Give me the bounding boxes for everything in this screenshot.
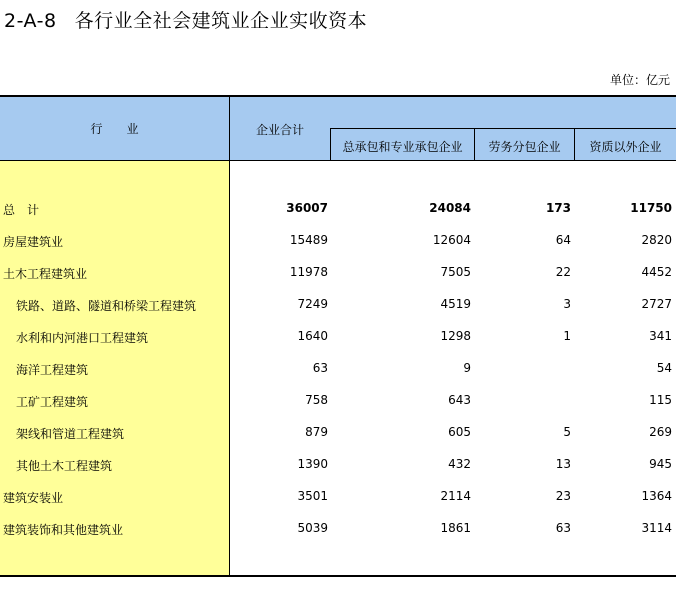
table-title: 各行业全社会建筑业企业实收资本: [74, 10, 368, 32]
labor-value: 13: [555, 457, 571, 471]
contract-value: 4519: [440, 297, 471, 311]
table-row: [0, 233, 676, 253]
contract-value: 7505: [440, 265, 471, 279]
row-label: 水利和内河港口工程建筑: [16, 331, 149, 345]
header-unqualified-enterprises: 资质以外企业: [589, 140, 662, 154]
contract-value: 2114: [440, 489, 471, 503]
labor-value: 173: [545, 201, 571, 215]
contract-value: 1298: [440, 329, 471, 343]
bottom-rule: [0, 575, 676, 577]
table-row: [0, 489, 676, 509]
header-bottom-rule: [0, 160, 676, 161]
unqualified-value: 1364: [641, 489, 672, 503]
header-total: 企业合计: [255, 123, 304, 137]
row-label: 铁路、道路、隧道和桥梁工程建筑: [16, 299, 197, 313]
contract-value: 12604: [432, 233, 471, 247]
contract-value: 1861: [440, 521, 471, 535]
total-value: 879: [305, 425, 328, 439]
table-row: [0, 201, 676, 221]
unqualified-value: 945: [649, 457, 672, 471]
contract-value: 24084: [429, 201, 471, 215]
header-labor-subcontract: 劳务分包企业: [488, 140, 561, 154]
table-row: [0, 393, 676, 413]
total-value: 36007: [286, 201, 328, 215]
row-label: 海洋工程建筑: [16, 363, 89, 377]
total-value: 1640: [297, 329, 328, 343]
total-value: 5039: [297, 521, 328, 535]
total-value: 63: [312, 361, 328, 375]
row-label: 其他土木工程建筑: [16, 459, 113, 473]
labor-value: 23: [555, 489, 571, 503]
labor-value: 64: [555, 233, 571, 247]
unqualified-value: 54: [656, 361, 672, 375]
contract-value: 9: [463, 361, 471, 375]
unqualified-value: 341: [649, 329, 672, 343]
table-row: [0, 265, 676, 285]
row-label: 总 计: [3, 203, 40, 217]
table-row: [0, 329, 676, 349]
row-label: 土木工程建筑业: [3, 267, 88, 281]
labor-value: 63: [555, 521, 571, 535]
table-row: [0, 425, 676, 445]
row-label: 工矿工程建筑: [16, 395, 89, 409]
total-value: 7249: [297, 297, 328, 311]
table-code: 2-A-8: [4, 10, 57, 32]
total-value: 15489: [289, 233, 328, 247]
row-label: 建筑装饰和其他建筑业: [3, 523, 124, 537]
unqualified-value: 11750: [630, 201, 672, 215]
total-value: 11978: [289, 265, 328, 279]
total-value: 3501: [297, 489, 328, 503]
table-row: [0, 297, 676, 317]
table-row: [0, 361, 676, 381]
row-label: 房屋建筑业: [3, 235, 64, 249]
total-value: 1390: [297, 457, 328, 471]
header-industry: 行 业: [90, 122, 139, 136]
contract-value: 643: [448, 393, 471, 407]
labor-value: 1: [563, 329, 571, 343]
labor-value: 5: [563, 425, 571, 439]
top-rule: [0, 95, 676, 97]
table-row: [0, 457, 676, 477]
unqualified-value: 2820: [641, 233, 672, 247]
unqualified-value: 4452: [641, 265, 672, 279]
unit-label: 单位：亿元: [609, 73, 670, 87]
contract-value: 432: [448, 457, 471, 471]
labor-value: 22: [555, 265, 571, 279]
total-value: 758: [305, 393, 328, 407]
header-contract-enterprises: 总承包和专业承包企业: [342, 140, 463, 154]
unqualified-value: 269: [649, 425, 672, 439]
unqualified-value: 2727: [641, 297, 672, 311]
row-label: 架线和管道工程建筑: [16, 427, 125, 441]
labor-value: 3: [563, 297, 571, 311]
unqualified-value: 115: [649, 393, 672, 407]
contract-value: 605: [448, 425, 471, 439]
page-title: [4, 6, 367, 33]
unqualified-value: 3114: [641, 521, 672, 535]
subheader-rule: [330, 128, 676, 129]
table-row: [0, 521, 676, 541]
row-label: 建筑安装业: [3, 491, 64, 505]
